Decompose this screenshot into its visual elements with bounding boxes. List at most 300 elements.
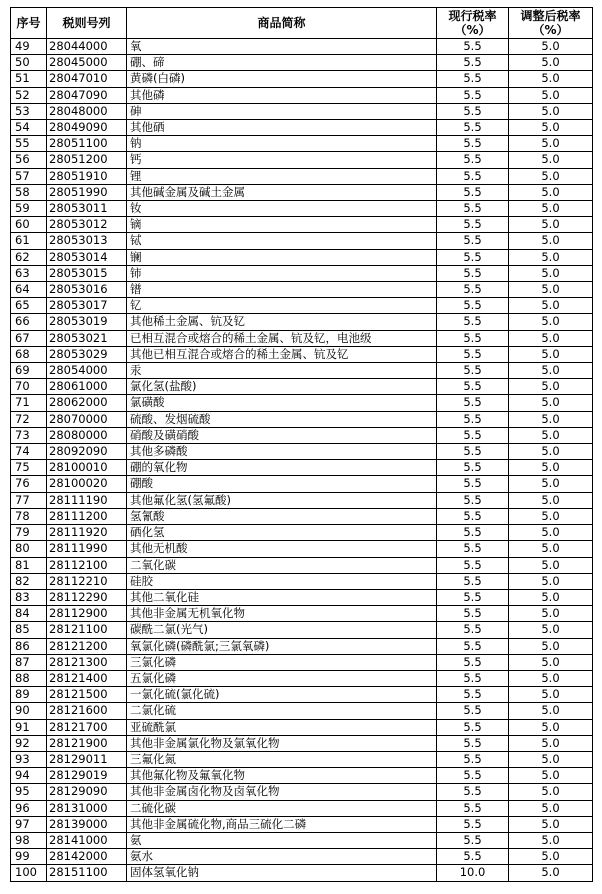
row-current-rate: 5.5 [437, 103, 509, 119]
row-name: 二硫化碳 [127, 800, 437, 816]
row-code: 28051100 [47, 136, 127, 152]
row-name: 三氟化氮 [127, 751, 437, 767]
row-seq: 95 [11, 784, 47, 800]
row-adjusted-rate: 5.0 [509, 411, 593, 427]
row-code: 28121500 [47, 687, 127, 703]
row-code: 28121300 [47, 654, 127, 670]
row-adjusted-rate: 5.0 [509, 735, 593, 751]
row-current-rate: 5.5 [437, 508, 509, 524]
row-adjusted-rate: 5.0 [509, 314, 593, 330]
tariff-table [10, 7, 593, 882]
row-code: 28121600 [47, 703, 127, 719]
row-seq: 82 [11, 573, 47, 589]
table-row [11, 800, 593, 816]
table-body [11, 39, 593, 882]
table-row [11, 379, 593, 395]
table-row [11, 525, 593, 541]
row-current-rate: 5.5 [437, 849, 509, 865]
row-current-rate: 5.5 [437, 39, 509, 55]
row-current-rate: 5.5 [437, 800, 509, 816]
row-current-rate: 5.5 [437, 217, 509, 233]
row-adjusted-rate: 5.0 [509, 606, 593, 622]
row-seq: 89 [11, 687, 47, 703]
row-seq: 52 [11, 87, 47, 103]
table-row [11, 654, 593, 670]
row-seq: 77 [11, 492, 47, 508]
row-name: 氧氯化磷(磷酰氯;三氯氧磷) [127, 638, 437, 654]
row-code: 28053013 [47, 233, 127, 249]
row-current-rate: 5.5 [437, 589, 509, 605]
row-seq: 78 [11, 508, 47, 524]
table-row [11, 557, 593, 573]
row-code: 28047090 [47, 87, 127, 103]
header-row [11, 8, 593, 39]
row-seq: 94 [11, 768, 47, 784]
row-name: 其他非金属硫化物,商品三硫化二磷 [127, 816, 437, 832]
row-code: 28080000 [47, 427, 127, 443]
row-current-rate: 5.5 [437, 136, 509, 152]
row-adjusted-rate: 5.0 [509, 573, 593, 589]
row-adjusted-rate: 5.0 [509, 346, 593, 362]
row-current-rate: 5.5 [437, 476, 509, 492]
row-name: 硒化氢 [127, 525, 437, 541]
row-code: 28061000 [47, 379, 127, 395]
table-row [11, 735, 593, 751]
row-adjusted-rate: 5.0 [509, 444, 593, 460]
row-code: 28129090 [47, 784, 127, 800]
row-name: 其他非金属卤化物及卤氧化物 [127, 784, 437, 800]
row-name: 其他稀土金属、钪及钇 [127, 314, 437, 330]
row-adjusted-rate: 5.0 [509, 136, 593, 152]
table-row [11, 606, 593, 622]
row-code: 28051200 [47, 152, 127, 168]
row-current-rate: 5.5 [437, 87, 509, 103]
row-seq: 68 [11, 346, 47, 362]
row-seq: 98 [11, 832, 47, 848]
row-seq: 76 [11, 476, 47, 492]
row-code: 28053017 [47, 298, 127, 314]
row-current-rate: 5.5 [437, 184, 509, 200]
row-current-rate: 5.5 [437, 541, 509, 557]
row-code: 28141000 [47, 832, 127, 848]
header-seq: 序号 [11, 8, 47, 39]
row-adjusted-rate: 5.0 [509, 541, 593, 557]
row-current-rate: 5.5 [437, 557, 509, 573]
row-current-rate: 5.5 [437, 573, 509, 589]
table-row [11, 589, 593, 605]
row-adjusted-rate: 5.0 [509, 751, 593, 767]
row-current-rate: 10.0 [437, 865, 509, 881]
row-seq: 100 [11, 865, 47, 881]
row-code: 28070000 [47, 411, 127, 427]
table-row [11, 55, 593, 71]
row-name: 其他无机酸 [127, 541, 437, 557]
row-adjusted-rate: 5.0 [509, 654, 593, 670]
row-current-rate: 5.5 [437, 703, 509, 719]
row-code: 28051990 [47, 184, 127, 200]
row-code: 28053029 [47, 346, 127, 362]
row-adjusted-rate: 5.0 [509, 816, 593, 832]
row-current-rate: 5.5 [437, 249, 509, 265]
row-code: 28131000 [47, 800, 127, 816]
row-code: 28121100 [47, 622, 127, 638]
row-adjusted-rate: 5.0 [509, 492, 593, 508]
row-seq: 60 [11, 217, 47, 233]
row-name: 镝 [127, 217, 437, 233]
row-name: 亚硫酰氯 [127, 719, 437, 735]
row-adjusted-rate: 5.0 [509, 719, 593, 735]
header-current-rate [437, 8, 509, 39]
table-row [11, 622, 593, 638]
row-code: 28151100 [47, 865, 127, 881]
row-seq: 86 [11, 638, 47, 654]
row-adjusted-rate: 5.0 [509, 249, 593, 265]
row-name: 硼、碲 [127, 55, 437, 71]
row-code: 28045000 [47, 55, 127, 71]
table-row [11, 719, 593, 735]
row-code: 28112290 [47, 589, 127, 605]
row-name: 二氯化硫 [127, 703, 437, 719]
row-adjusted-rate: 5.0 [509, 849, 593, 865]
row-seq: 79 [11, 525, 47, 541]
row-current-rate: 5.5 [437, 330, 509, 346]
row-name: 氨 [127, 832, 437, 848]
table-row [11, 346, 593, 362]
row-adjusted-rate: 5.0 [509, 832, 593, 848]
row-adjusted-rate: 5.0 [509, 508, 593, 524]
row-seq: 81 [11, 557, 47, 573]
row-current-rate: 5.5 [437, 816, 509, 832]
row-name: 其他非金属无机氧化物 [127, 606, 437, 622]
row-code: 28100010 [47, 460, 127, 476]
row-name: 已相互混合或熔合的稀土金属、钪及钇，电池级 [127, 330, 437, 346]
table-row [11, 573, 593, 589]
row-current-rate: 5.5 [437, 638, 509, 654]
table-header [11, 8, 593, 39]
row-seq: 64 [11, 282, 47, 298]
row-current-rate: 5.5 [437, 719, 509, 735]
row-current-rate: 5.5 [437, 784, 509, 800]
row-seq: 53 [11, 103, 47, 119]
row-code: 28053016 [47, 282, 127, 298]
table-row [11, 460, 593, 476]
table-row [11, 411, 593, 427]
table-row [11, 427, 593, 443]
row-seq: 72 [11, 411, 47, 427]
header-code: 税则号列 [47, 8, 127, 39]
row-adjusted-rate: 5.0 [509, 363, 593, 379]
row-current-rate: 5.5 [437, 751, 509, 767]
row-adjusted-rate: 5.0 [509, 120, 593, 136]
row-seq: 88 [11, 670, 47, 686]
row-code: 28139000 [47, 816, 127, 832]
row-name: 黄磷(白磷) [127, 71, 437, 87]
row-adjusted-rate: 5.0 [509, 460, 593, 476]
row-adjusted-rate: 5.0 [509, 427, 593, 443]
row-name: 其他已相互混合或熔合的稀土金属、钪及钇 [127, 346, 437, 362]
row-seq: 54 [11, 120, 47, 136]
row-code: 28051910 [47, 168, 127, 184]
row-current-rate: 5.5 [437, 411, 509, 427]
row-current-rate: 5.5 [437, 120, 509, 136]
row-seq: 63 [11, 265, 47, 281]
row-name: 一氯化硫(氯化硫) [127, 687, 437, 703]
row-code: 28111920 [47, 525, 127, 541]
row-name: 其他氟化氢(氢氟酸) [127, 492, 437, 508]
row-name: 碳酰二氯(光气) [127, 622, 437, 638]
row-code: 28054000 [47, 363, 127, 379]
row-adjusted-rate: 5.0 [509, 525, 593, 541]
row-current-rate: 5.5 [437, 298, 509, 314]
row-name: 镨 [127, 282, 437, 298]
row-seq: 84 [11, 606, 47, 622]
row-current-rate: 5.5 [437, 444, 509, 460]
table-row [11, 363, 593, 379]
row-seq: 71 [11, 395, 47, 411]
row-name: 其他碱金属及碱土金属 [127, 184, 437, 200]
row-seq: 75 [11, 460, 47, 476]
row-name: 锂 [127, 168, 437, 184]
row-seq: 91 [11, 719, 47, 735]
row-name: 其他非金属氯化物及氯氧化物 [127, 735, 437, 751]
row-code: 28121200 [47, 638, 127, 654]
row-seq: 66 [11, 314, 47, 330]
table-row [11, 168, 593, 184]
row-name: 硝酸及磺硝酸 [127, 427, 437, 443]
row-current-rate: 5.5 [437, 670, 509, 686]
row-current-rate: 5.5 [437, 622, 509, 638]
row-code: 28062000 [47, 395, 127, 411]
row-name: 固体氢氧化钠 [127, 865, 437, 881]
row-seq: 80 [11, 541, 47, 557]
table-row [11, 201, 593, 217]
table-row [11, 298, 593, 314]
row-adjusted-rate: 5.0 [509, 557, 593, 573]
row-code: 28053012 [47, 217, 127, 233]
row-adjusted-rate: 5.0 [509, 800, 593, 816]
row-seq: 58 [11, 184, 47, 200]
table-row [11, 136, 593, 152]
row-name: 五氯化磷 [127, 670, 437, 686]
row-current-rate: 5.5 [437, 152, 509, 168]
row-seq: 83 [11, 589, 47, 605]
row-adjusted-rate: 5.0 [509, 265, 593, 281]
table-row [11, 87, 593, 103]
row-code: 28121400 [47, 670, 127, 686]
table-row [11, 249, 593, 265]
table-row [11, 541, 593, 557]
row-code: 28121700 [47, 719, 127, 735]
row-code: 28092090 [47, 444, 127, 460]
table-row [11, 784, 593, 800]
row-current-rate: 5.5 [437, 201, 509, 217]
row-adjusted-rate: 5.0 [509, 379, 593, 395]
row-code: 28053015 [47, 265, 127, 281]
row-code: 28121900 [47, 735, 127, 751]
row-current-rate: 5.5 [437, 55, 509, 71]
table-row [11, 152, 593, 168]
header-adjusted-rate-line2: （%） [532, 23, 569, 37]
row-current-rate: 5.5 [437, 265, 509, 281]
row-seq: 85 [11, 622, 47, 638]
row-code: 28049090 [47, 120, 127, 136]
row-name: 其他氟化物及氟氧化物 [127, 768, 437, 784]
row-seq: 55 [11, 136, 47, 152]
row-adjusted-rate: 5.0 [509, 184, 593, 200]
row-name: 砷 [127, 103, 437, 119]
row-name: 铈 [127, 265, 437, 281]
row-adjusted-rate: 5.0 [509, 55, 593, 71]
row-current-rate: 5.5 [437, 687, 509, 703]
row-name: 氧 [127, 39, 437, 55]
row-current-rate: 5.5 [437, 654, 509, 670]
row-name: 氨水 [127, 849, 437, 865]
table-row [11, 832, 593, 848]
row-adjusted-rate: 5.0 [509, 395, 593, 411]
row-seq: 69 [11, 363, 47, 379]
row-code: 28053014 [47, 249, 127, 265]
row-seq: 67 [11, 330, 47, 346]
row-adjusted-rate: 5.0 [509, 638, 593, 654]
row-code: 28053019 [47, 314, 127, 330]
table-row [11, 444, 593, 460]
row-seq: 70 [11, 379, 47, 395]
row-seq: 50 [11, 55, 47, 71]
row-name: 钕 [127, 201, 437, 217]
table-row [11, 508, 593, 524]
row-code: 28129019 [47, 768, 127, 784]
row-current-rate: 5.5 [437, 379, 509, 395]
table-row [11, 314, 593, 330]
table-row [11, 816, 593, 832]
row-name: 三氯化磷 [127, 654, 437, 670]
row-adjusted-rate: 5.0 [509, 168, 593, 184]
row-adjusted-rate: 5.0 [509, 87, 593, 103]
row-seq: 57 [11, 168, 47, 184]
row-code: 28112900 [47, 606, 127, 622]
table-row [11, 768, 593, 784]
table-row [11, 217, 593, 233]
row-seq: 97 [11, 816, 47, 832]
row-seq: 74 [11, 444, 47, 460]
table-row [11, 103, 593, 119]
row-name: 硫酸、发烟硫酸 [127, 411, 437, 427]
row-seq: 65 [11, 298, 47, 314]
table-row [11, 395, 593, 411]
table-row [11, 670, 593, 686]
header-current-rate-line1: 现行税率 [448, 9, 497, 23]
table-row [11, 233, 593, 249]
table-row [11, 120, 593, 136]
row-current-rate: 5.5 [437, 427, 509, 443]
row-name: 其他多磷酸 [127, 444, 437, 460]
row-code: 28053011 [47, 201, 127, 217]
row-adjusted-rate: 5.0 [509, 233, 593, 249]
row-name: 氯化氢(盐酸) [127, 379, 437, 395]
row-seq: 92 [11, 735, 47, 751]
row-current-rate: 5.5 [437, 832, 509, 848]
row-seq: 49 [11, 39, 47, 55]
row-current-rate: 5.5 [437, 233, 509, 249]
row-name: 氯磺酸 [127, 395, 437, 411]
row-name: 硼的氧化物 [127, 460, 437, 476]
row-code: 28142000 [47, 849, 127, 865]
row-seq: 59 [11, 201, 47, 217]
table-row [11, 865, 593, 881]
row-code: 28111200 [47, 508, 127, 524]
row-name: 铽 [127, 233, 437, 249]
row-code: 28044000 [47, 39, 127, 55]
table-row [11, 638, 593, 654]
row-name: 钠 [127, 136, 437, 152]
row-adjusted-rate: 5.0 [509, 784, 593, 800]
header-current-rate-line2: （%） [454, 23, 491, 37]
row-adjusted-rate: 5.0 [509, 298, 593, 314]
row-adjusted-rate: 5.0 [509, 39, 593, 55]
row-current-rate: 5.5 [437, 395, 509, 411]
row-adjusted-rate: 5.0 [509, 865, 593, 881]
row-code: 28111190 [47, 492, 127, 508]
row-current-rate: 5.5 [437, 346, 509, 362]
row-name: 二氧化碳 [127, 557, 437, 573]
table-row [11, 703, 593, 719]
row-code: 28129011 [47, 751, 127, 767]
table-row [11, 282, 593, 298]
row-adjusted-rate: 5.0 [509, 330, 593, 346]
row-seq: 87 [11, 654, 47, 670]
row-code: 28112100 [47, 557, 127, 573]
row-adjusted-rate: 5.0 [509, 703, 593, 719]
table-row [11, 265, 593, 281]
row-current-rate: 5.5 [437, 71, 509, 87]
row-adjusted-rate: 5.0 [509, 622, 593, 638]
row-adjusted-rate: 5.0 [509, 152, 593, 168]
table-row [11, 476, 593, 492]
row-current-rate: 5.5 [437, 492, 509, 508]
row-code: 28111990 [47, 541, 127, 557]
row-adjusted-rate: 5.0 [509, 282, 593, 298]
row-name: 汞 [127, 363, 437, 379]
row-name: 硅胶 [127, 573, 437, 589]
row-current-rate: 5.5 [437, 768, 509, 784]
row-seq: 93 [11, 751, 47, 767]
row-adjusted-rate: 5.0 [509, 768, 593, 784]
row-name: 其他二氧化硅 [127, 589, 437, 605]
row-current-rate: 5.5 [437, 460, 509, 476]
row-current-rate: 5.5 [437, 525, 509, 541]
row-current-rate: 5.5 [437, 363, 509, 379]
row-seq: 61 [11, 233, 47, 249]
table-row [11, 39, 593, 55]
row-name: 钇 [127, 298, 437, 314]
table-row [11, 751, 593, 767]
row-name: 氢氰酸 [127, 508, 437, 524]
row-name: 硼酸 [127, 476, 437, 492]
row-name: 其他硒 [127, 120, 437, 136]
table-row [11, 71, 593, 87]
row-adjusted-rate: 5.0 [509, 670, 593, 686]
row-current-rate: 5.5 [437, 735, 509, 751]
row-current-rate: 5.5 [437, 282, 509, 298]
row-adjusted-rate: 5.0 [509, 476, 593, 492]
row-code: 28047010 [47, 71, 127, 87]
row-seq: 51 [11, 71, 47, 87]
row-seq: 96 [11, 800, 47, 816]
row-seq: 99 [11, 849, 47, 865]
table-row [11, 492, 593, 508]
row-seq: 56 [11, 152, 47, 168]
table-row [11, 849, 593, 865]
